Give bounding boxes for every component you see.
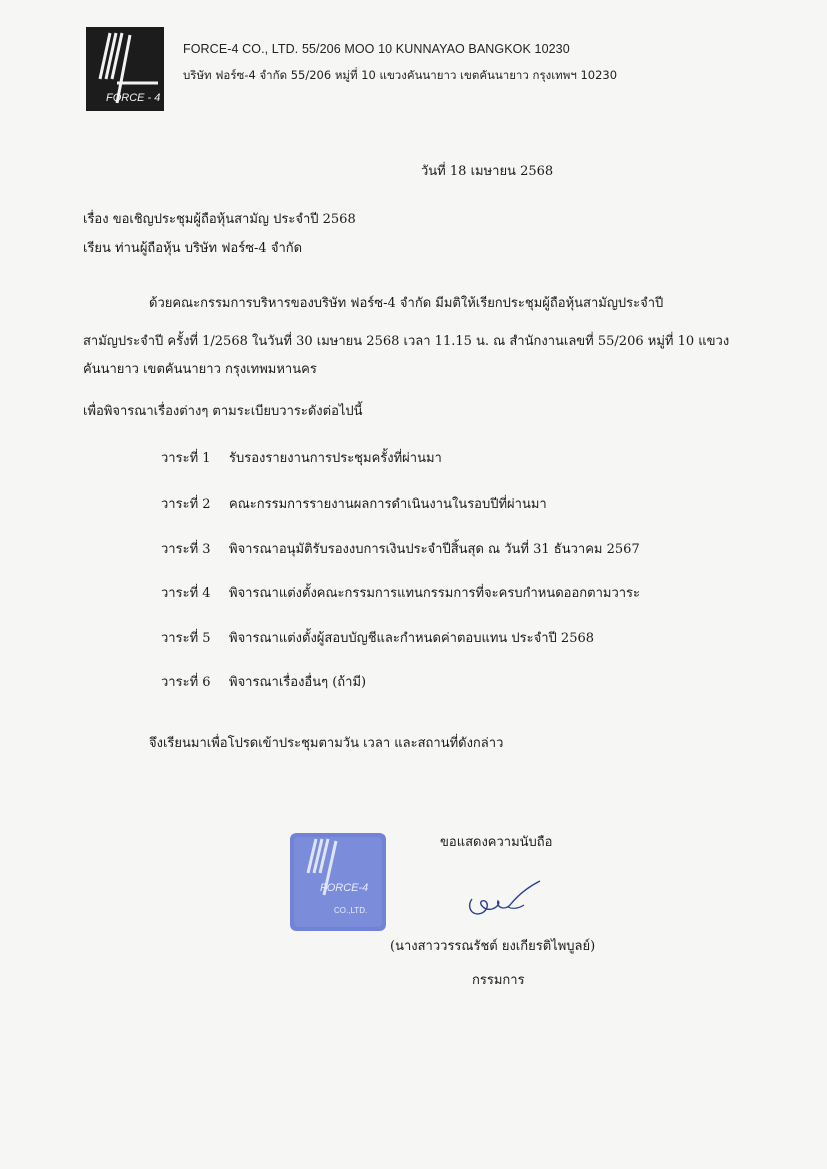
agenda-text: รับรองรายงานการประชุมครั้งที่ผ่านมา <box>229 451 442 466</box>
closing-regards: ขอแสดงความนับถือ <box>440 835 553 850</box>
letter-recipient: เรียน ท่านผู้ถือหุ้น บริษัท ฟอร์ซ-4 จำกัด <box>83 241 303 256</box>
agenda-number: วาระที่ 2 <box>161 497 211 512</box>
company-stamp <box>290 833 386 931</box>
body-paragraph-line: เพื่อพิจารณาเรื่องต่างๆ ตามระเบียบวาระดังต่อไปนี้ <box>83 404 363 419</box>
agenda-number: วาระที่ 4 <box>161 586 211 601</box>
logo-text: FORCE - 4 <box>106 92 161 104</box>
agenda-number: วาระที่ 3 <box>161 542 211 557</box>
body-paragraph-line: ด้วยคณะกรรมการบริหารของบริษัท ฟอร์ซ-4 จำกัด มีมติให้เรียกประชุมผู้ถือหุ้นสามัญประจำปี <box>149 296 664 311</box>
agenda-item <box>161 493 547 514</box>
agenda-item <box>161 582 640 603</box>
agenda-number: วาระที่ 6 <box>161 675 211 690</box>
closing-sentence: จึงเรียนมาเพื่อโปรดเข้าประชุมตามวัน เวลา และสถานที่ดังกล่าว <box>149 736 504 751</box>
letter-date: วันที่ 18 เมษายน 2568 <box>421 164 554 179</box>
company-name-english: FORCE-4 CO., LTD. 55/206 MOO 10 KUNNAYAO BANGKOK 10230 <box>183 42 570 56</box>
stamp-text-top: FORCE-4 <box>320 882 369 894</box>
signer-name: (นางสาววรรณรัชต์ ยงเกียรติไพบูลย์) <box>390 939 596 954</box>
agenda-item <box>161 627 594 648</box>
letter-subject: เรื่อง ขอเชิญประชุมผู้ถือหุ้นสามัญ ประจำปี 2568 <box>83 212 356 227</box>
handwritten-signature <box>458 877 548 925</box>
agenda-item <box>161 447 442 468</box>
signer-position: กรรมการ <box>472 973 525 988</box>
stamp-text-bottom: CO.,LTD. <box>334 906 368 915</box>
agenda-text: พิจารณาเรื่องอื่นๆ (ถ้ามี) <box>229 675 367 690</box>
agenda-text: พิจารณาแต่งตั้งผู้สอบบัญชีและกำหนดค่าตอบแทน ประจำปี 2568 <box>229 631 595 646</box>
agenda-number: วาระที่ 5 <box>161 631 211 646</box>
agenda-text: พิจารณาอนุมัติรับรองงบการเงินประจำปีสิ้นสุด ณ วันที่ 31 ธันวาคม 2567 <box>229 542 640 557</box>
body-paragraph-line: คันนายาว เขตคันนายาว กรุงเทพมหานคร <box>83 362 317 377</box>
agenda-text: คณะกรรมการรายงานผลการดำเนินงานในรอบปีที่ผ่านมา <box>229 497 547 512</box>
company-name-thai: บริษัท ฟอร์ซ-4 จำกัด 55/206 หมู่ที่ 10 แขวงคันนายาว เขตคันนายาว กรุงเทพฯ 10230 <box>183 68 618 82</box>
agenda-number: วาระที่ 1 <box>161 451 211 466</box>
agenda-item <box>161 671 366 692</box>
agenda-text: พิจารณาแต่งตั้งคณะกรรมการแทนกรรมการที่จะครบกำหนดออกตามวาระ <box>229 586 641 601</box>
company-logo <box>86 27 164 111</box>
agenda-item <box>161 538 640 559</box>
body-paragraph-line: สามัญประจำปี ครั้งที่ 1/2568 ในวันที่ 30 เมษายน 2568 เวลา 11.15 น. ณ สำนักงานเลขที่ 55/206 หมู่ที่ 10 แขวง <box>83 334 730 349</box>
